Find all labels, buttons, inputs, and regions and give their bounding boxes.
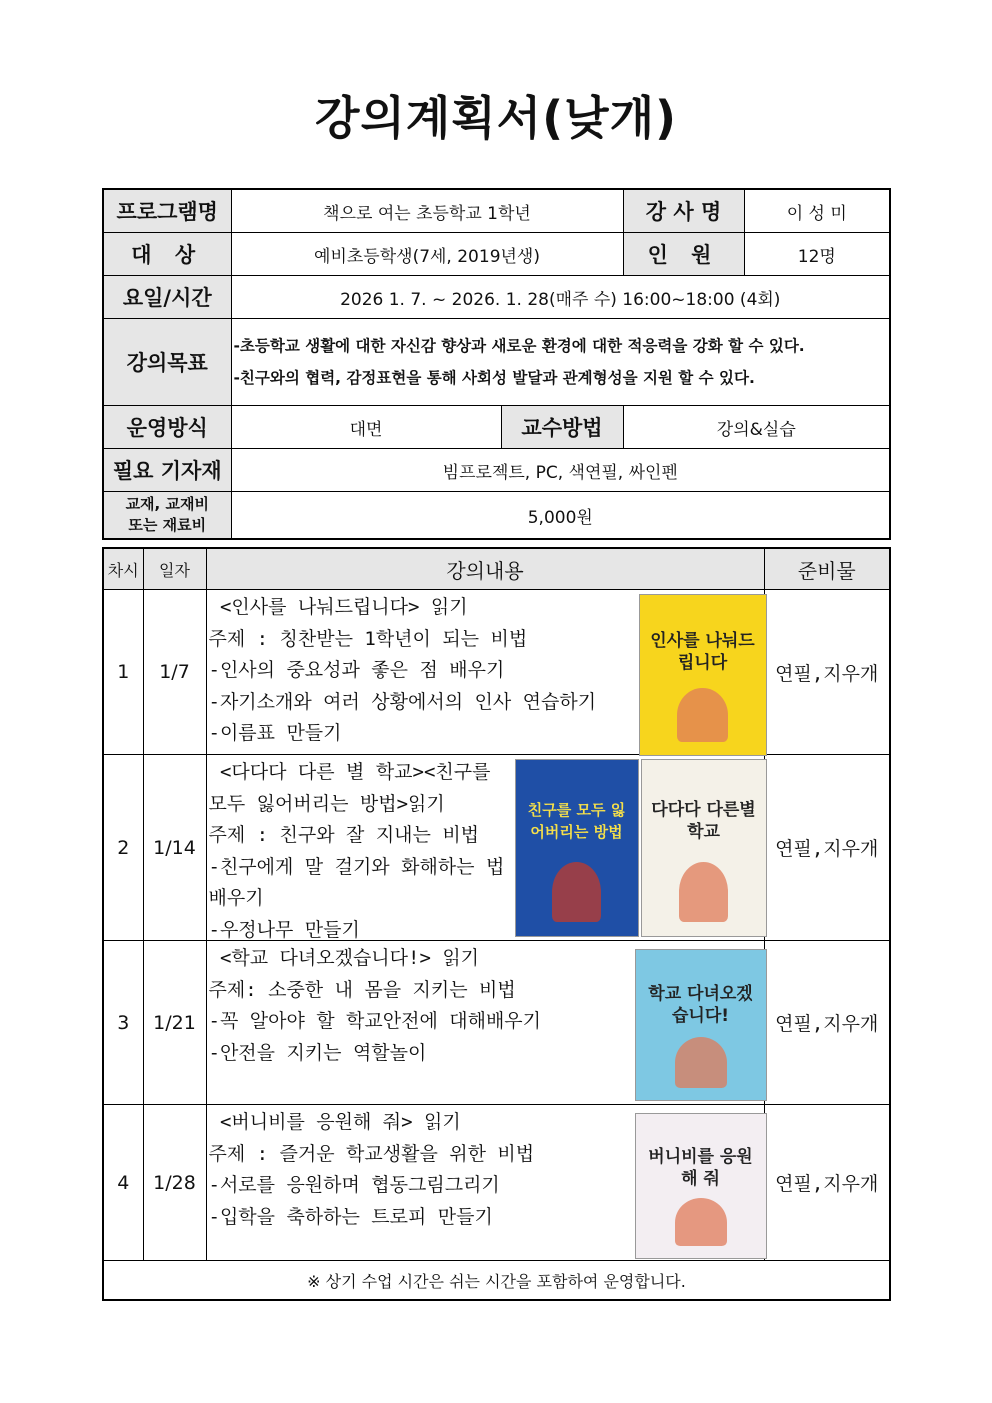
schedule-row: [103, 1105, 890, 1261]
content-line: <다다다 다른 별 학교><친구를: [208, 761, 491, 783]
session-date: 1/21: [143, 941, 206, 1105]
fee-label: [103, 492, 231, 540]
session-content: [206, 590, 764, 755]
col-prep-header: 준비물: [764, 548, 890, 590]
page-title: 강의계획서(낮개): [314, 91, 678, 145]
target-label: 대 상: [103, 233, 231, 276]
cover-illustration: [679, 862, 729, 922]
book-cover-title: 다다다 다른별 학교: [651, 799, 756, 842]
schedule-table: [102, 547, 891, 1301]
book-cover-image: [635, 1113, 767, 1259]
schedule-row: [103, 755, 890, 941]
session-number: 1: [103, 590, 143, 755]
fee-label-line: 또는 재료비: [128, 516, 207, 534]
session-prep: 연필,지우개: [764, 941, 890, 1105]
session-date: 1/7: [143, 590, 206, 755]
content-wrap: [209, 1107, 764, 1260]
fee-value: 5,000원: [231, 492, 890, 540]
session-prep: 연필,지우개: [764, 590, 890, 755]
book-cover-image: [515, 759, 639, 937]
content-line: <학교 다녀오겠습니다!> 읽기: [208, 947, 480, 969]
operation-label: 운영방식: [103, 406, 231, 449]
content-line: <인사를 나눠드립니다> 읽기: [208, 596, 468, 618]
content-line: <버니비를 응원해 줘> 읽기: [208, 1111, 461, 1133]
info-table: [102, 188, 891, 540]
session-number: 3: [103, 941, 143, 1105]
book-cover-title: 인사를 나눠드립니다: [650, 631, 755, 674]
book-cover-title: 학교 다녀오겠습니다!: [648, 984, 753, 1026]
content-line: -친구에게 말 걸기와 화해하는 법: [208, 855, 505, 878]
content-line: -인사의 중요성과 좋은 점 배우기: [208, 659, 505, 681]
goal-item: -초등학교 생활에 대한 자신감 향상과 새로운 환경에 대한 적응력을 강화 할 수 있다.: [233, 337, 805, 355]
goal-label: 강의목표: [103, 319, 231, 406]
session-prep: 연필,지우개: [764, 755, 890, 941]
instructor-label: 강 사 명: [623, 189, 744, 233]
program-label: 프로그램명: [103, 189, 231, 233]
schedule-label: 요일/시간: [103, 276, 231, 319]
col-content-header: 강의내용: [206, 548, 764, 590]
operation-value: 대면: [231, 406, 501, 449]
session-number: 4: [103, 1105, 143, 1261]
schedule-row: [103, 590, 890, 755]
goal-item: -친구와의 협력, 감정표현을 통해 사회성 발달과 관계형성을 지원 할 수 있다.: [233, 369, 755, 387]
content-line: -안전을 지키는 역할놀이: [208, 1041, 427, 1064]
cover-illustration: [675, 1037, 727, 1088]
schedule-row: [103, 941, 890, 1105]
cover-illustration: [552, 862, 601, 922]
session-date: 1/14: [143, 755, 206, 941]
session-date: 1/28: [143, 1105, 206, 1261]
method-value: 강의&실습: [623, 406, 890, 449]
content-line: -자기소개와 여러 상황에서의 인사 연습하기: [208, 690, 597, 713]
program-value: 책으로 여는 초등학교 1학년: [231, 189, 623, 233]
book-cover-title: 버니비를 응원해 줘: [648, 1146, 753, 1189]
headcount-label: 인 원: [623, 233, 744, 276]
cover-illustration: [675, 1198, 727, 1247]
session-number: 2: [103, 755, 143, 941]
book-cover-image: [639, 594, 767, 756]
content-line: -이름표 만들기: [208, 722, 342, 744]
book-cover-title: 친구를 모두 잃어버리는 방법: [527, 800, 626, 841]
book-cover-image: [635, 949, 767, 1101]
instructor-value: 이 성 미: [744, 189, 890, 233]
goal-list: [231, 319, 890, 406]
method-label: 교수방법: [501, 406, 623, 449]
content-line: 모두 잃어버리는 방법>읽기: [208, 792, 445, 815]
equipment-value: 빔프로젝트, PC, 색연필, 싸인펜: [231, 449, 890, 492]
session-prep: 연필,지우개: [764, 1105, 890, 1261]
footer-note: ※ 상기 수업 시간은 쉬는 시간을 포함하여 운영합니다.: [103, 1261, 890, 1301]
session-content: [206, 941, 764, 1105]
content-line: 주제: 소중한 내 몸을 지키는 비법: [208, 978, 516, 1001]
session-content: [206, 1105, 764, 1261]
content-line: 배우기: [208, 887, 264, 909]
col-session-header: 차시: [103, 548, 143, 590]
cover-illustration: [677, 688, 727, 742]
book-cover-image: [641, 759, 767, 937]
content-line: 주제 : 친구와 잘 지내는 비법: [208, 824, 480, 846]
headcount-value: 12명: [744, 233, 890, 276]
equipment-label: 필요 기자재: [103, 449, 231, 492]
content-wrap: [209, 943, 764, 1104]
content-line: -서로를 응원하며 협동그림그리기: [208, 1174, 500, 1196]
content-line: -우정나무 만들기: [208, 918, 360, 941]
target-value: 예비초등학생(7세, 2019년생): [231, 233, 623, 276]
content-line: -입학을 축하하는 트로피 만들기: [208, 1205, 493, 1228]
content-line: -꼭 알아야 할 학교안전에 대해배우기: [208, 1010, 542, 1032]
fee-label-line: 교재, 교재비: [125, 495, 209, 513]
content-wrap: [209, 592, 764, 754]
content-wrap: [209, 757, 764, 940]
content-line: 주제 : 즐거운 학교생활을 위한 비법: [208, 1142, 535, 1165]
session-content: [206, 755, 764, 941]
content-line: 주제 : 칭찬받는 1학년이 되는 비법: [208, 627, 528, 650]
col-date-header: 일자: [143, 548, 206, 590]
schedule-value: 2026 1. 7. ~ 2026. 1. 28(매주 수) 16:00~18:00 (4회): [231, 276, 890, 319]
